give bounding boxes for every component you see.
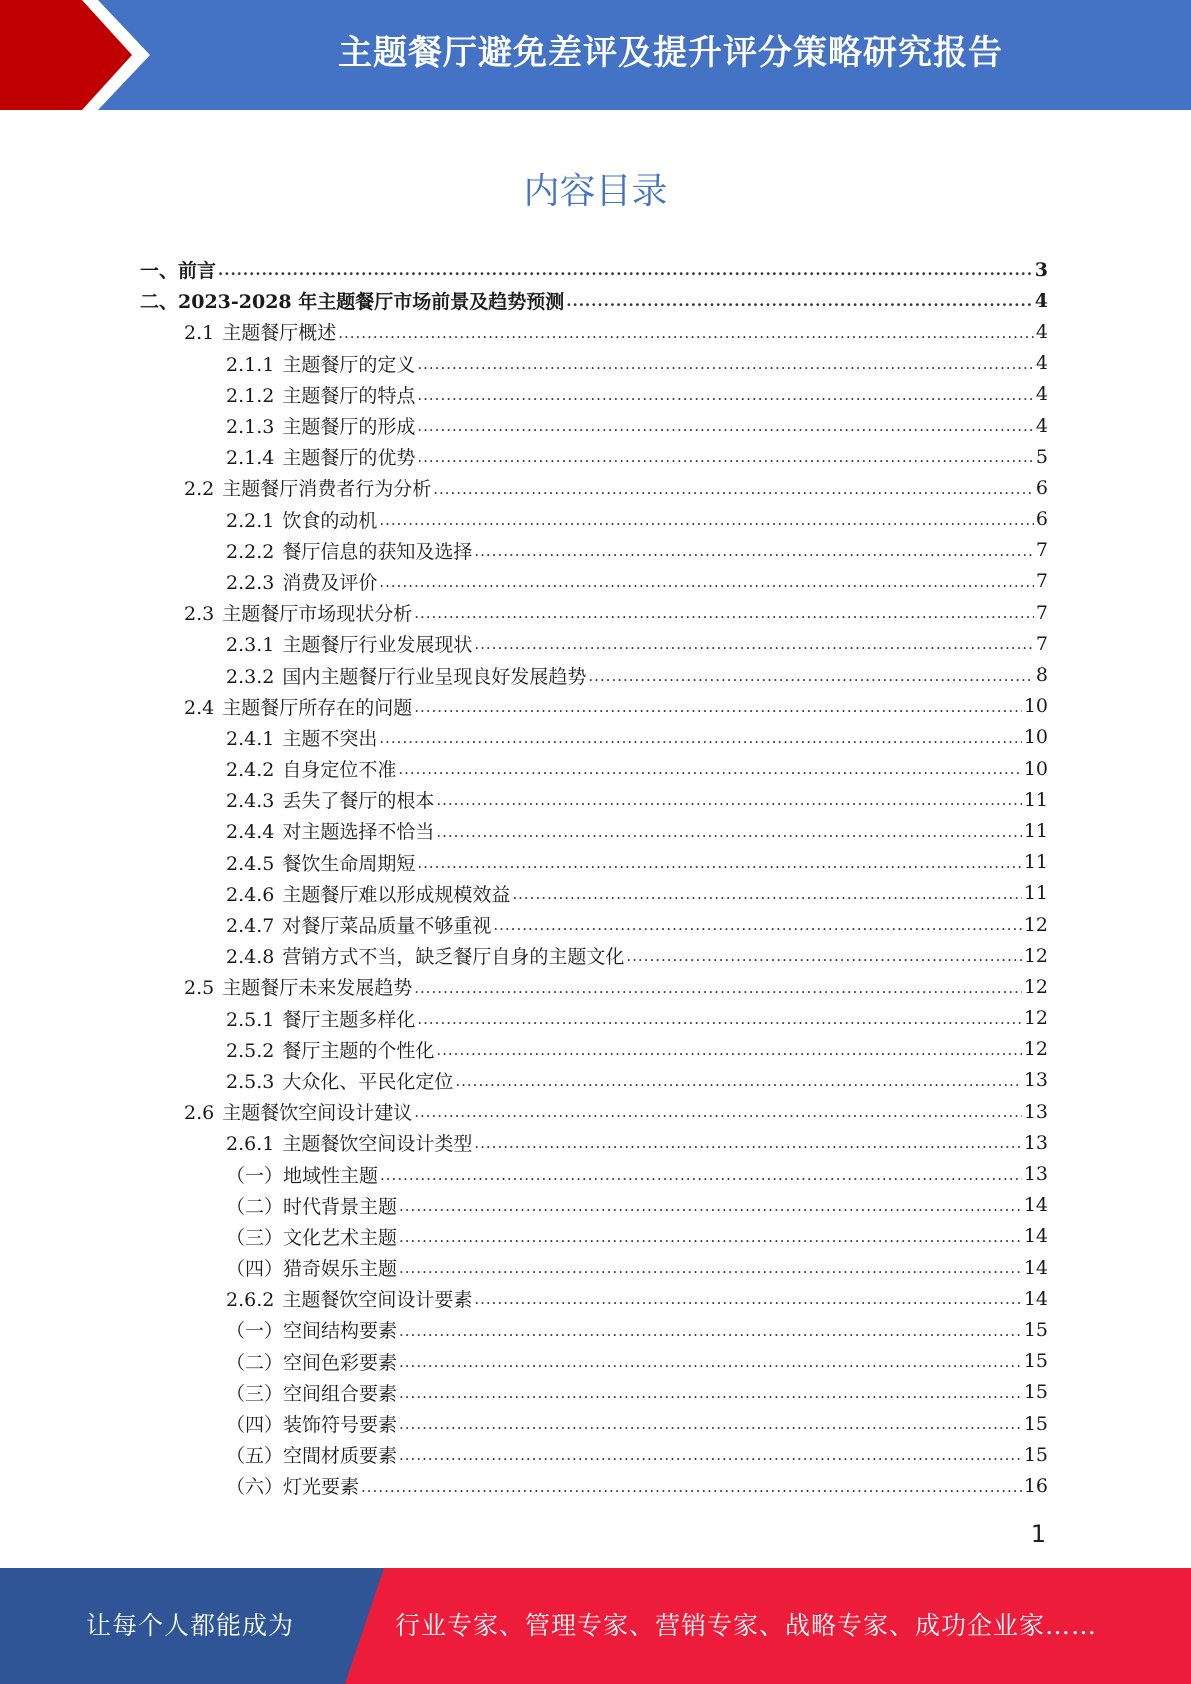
toc-dot-leader bbox=[474, 1290, 1021, 1314]
toc-dot-leader bbox=[379, 511, 1034, 535]
toc-entry-page: 16 bbox=[1023, 1474, 1048, 1497]
toc-entry-page: 15 bbox=[1023, 1350, 1048, 1373]
toc-entry-page: 14 bbox=[1023, 1256, 1048, 1279]
toc-entry-text: 主题餐厅市场现状分析 bbox=[222, 603, 413, 626]
toc-entry-label bbox=[226, 412, 415, 439]
toc-entry-text: （一）空间结构要素 bbox=[226, 1320, 398, 1343]
toc-entry-number: 2.4.4 bbox=[226, 821, 275, 844]
toc-entry-label bbox=[226, 1441, 397, 1468]
toc-dot-leader bbox=[493, 916, 1021, 940]
toc-entry-number: 2.4.5 bbox=[226, 852, 275, 875]
toc-dot-leader bbox=[414, 604, 1034, 628]
toc-entry[interactable] bbox=[140, 753, 1048, 784]
toc-entry-text: 主题餐厅消费者行为分析 bbox=[222, 478, 432, 501]
toc-entry-text: 对主题选择不恰当 bbox=[282, 821, 435, 844]
toc-dot-leader bbox=[436, 823, 1021, 847]
toc-entry-text: （四）装饰符号要素 bbox=[226, 1414, 398, 1437]
toc-entry-page: 6 bbox=[1035, 476, 1048, 499]
toc-entry-text: （四）猎奇娱乐主题 bbox=[226, 1258, 398, 1281]
toc-entry[interactable] bbox=[140, 878, 1048, 909]
toc-entry-label bbox=[226, 662, 586, 689]
toc-entry[interactable] bbox=[140, 659, 1048, 690]
toc-entry-text: 主题餐厅行业发展现状 bbox=[282, 634, 473, 657]
toc-dot-leader bbox=[417, 355, 1034, 379]
toc-entry-text: 对餐厅菜品质量不够重视 bbox=[282, 915, 492, 938]
toc-entry-number: 2.2.2 bbox=[226, 540, 275, 563]
toc-entry-text: 主题餐厅的特点 bbox=[282, 384, 416, 407]
toc-entry-number: 2.1.4 bbox=[226, 447, 275, 470]
toc-entry[interactable] bbox=[140, 1158, 1048, 1189]
toc-dot-leader bbox=[398, 760, 1021, 784]
toc-entry-number: 2.5.1 bbox=[226, 1008, 275, 1031]
toc-entry-text: 丢失了餐厅的根本 bbox=[282, 790, 435, 813]
toc-dot-leader bbox=[566, 292, 1033, 316]
toc-dot-leader bbox=[436, 1041, 1021, 1065]
toc-dot-leader bbox=[414, 1103, 1022, 1127]
toc-entry-page: 11 bbox=[1023, 851, 1048, 874]
toc-entry-number: 2.3 bbox=[184, 603, 215, 626]
toc-entry[interactable] bbox=[140, 285, 1048, 316]
toc-entry-text: 营销方式不当，缺乏餐厅自身的主题文化 bbox=[282, 946, 625, 969]
toc-entry-page: 7 bbox=[1035, 570, 1048, 593]
toc-entry-page: 14 bbox=[1023, 1287, 1048, 1310]
toc-entry[interactable] bbox=[140, 691, 1048, 722]
toc-entry-label bbox=[226, 755, 396, 782]
toc-entry-page: 13 bbox=[1023, 1163, 1048, 1186]
toc-entry-label bbox=[226, 568, 377, 595]
toc-entry-page: 3 bbox=[1034, 258, 1048, 281]
toc-entry-label bbox=[184, 1098, 412, 1125]
toc-entry-label bbox=[226, 880, 510, 907]
page-number: 1 bbox=[1030, 1520, 1046, 1548]
toc-entry-page: 6 bbox=[1035, 508, 1048, 531]
toc-entry-text: （五）空間材质要素 bbox=[226, 1445, 398, 1468]
toc-dot-leader bbox=[417, 448, 1034, 472]
toc-dot-leader bbox=[455, 1072, 1021, 1096]
toc-dot-leader bbox=[433, 480, 1034, 504]
toc-entry-page: 13 bbox=[1023, 1131, 1048, 1154]
toc-entry-number: 2.4.3 bbox=[226, 790, 275, 813]
toc-dot-leader bbox=[626, 947, 1021, 971]
toc-dot-leader bbox=[379, 729, 1021, 753]
toc-entry-number: 2.2.3 bbox=[226, 571, 275, 594]
toc-entry[interactable] bbox=[140, 1314, 1048, 1345]
toc-dot-leader bbox=[474, 542, 1034, 566]
footer-banner bbox=[0, 1568, 1191, 1684]
toc-dot-leader bbox=[399, 1384, 1022, 1408]
toc-entry-number: 2.2.1 bbox=[226, 509, 275, 532]
toc-entry-text: 餐厅信息的获知及选择 bbox=[282, 540, 473, 563]
toc-entry-page: 4 bbox=[1035, 414, 1048, 437]
toc-entry[interactable] bbox=[140, 1190, 1048, 1221]
toc-entry-text: 主题餐饮空间设计建议 bbox=[222, 1102, 413, 1125]
toc-entry[interactable] bbox=[140, 847, 1048, 878]
toc-entry-number: 2.4.1 bbox=[226, 727, 275, 750]
toc-entry-label bbox=[226, 537, 472, 564]
toc-entry[interactable] bbox=[140, 504, 1048, 535]
toc-entry[interactable] bbox=[140, 254, 1048, 285]
toc-entry-label bbox=[226, 381, 415, 408]
toc-entry-label bbox=[226, 942, 624, 969]
toc-entry[interactable] bbox=[140, 1252, 1048, 1283]
toc-entry-text: 主题餐厅的定义 bbox=[282, 353, 416, 376]
toc-entry[interactable] bbox=[140, 784, 1048, 815]
toc-dot-leader bbox=[417, 854, 1021, 878]
toc-entry-page: 7 bbox=[1035, 601, 1048, 624]
toc-entry-label bbox=[184, 599, 412, 626]
toc-entry-label bbox=[226, 1067, 453, 1094]
toc-entry[interactable] bbox=[140, 535, 1048, 566]
toc-entry-page: 4 bbox=[1035, 383, 1048, 406]
toc-entry[interactable] bbox=[140, 441, 1048, 472]
toc-entry-number: 2.1.1 bbox=[226, 353, 275, 376]
toc-dot-leader bbox=[399, 1322, 1022, 1346]
toc-entry-label bbox=[226, 1410, 397, 1437]
toc-entry-number: 2.1 bbox=[184, 322, 215, 345]
toc-entry-text: 国内主题餐厅行业呈现良好发展趋势 bbox=[282, 665, 587, 688]
toc-entry-page: 7 bbox=[1035, 539, 1048, 562]
toc-entry-number: 2.4.7 bbox=[226, 915, 275, 938]
toc-entry-label bbox=[184, 973, 412, 1000]
toc-entry-label bbox=[226, 443, 415, 470]
toc-entry-page: 15 bbox=[1023, 1443, 1048, 1466]
toc-dot-leader bbox=[436, 791, 1021, 815]
table-of-contents bbox=[140, 254, 1048, 1502]
toc-entry-label bbox=[226, 1161, 378, 1188]
toc-dot-leader bbox=[399, 1228, 1022, 1252]
toc-entry-label bbox=[226, 1472, 359, 1499]
toc-entry-text: 主题餐厅所存在的问题 bbox=[222, 696, 413, 719]
toc-entry-label bbox=[226, 849, 415, 876]
toc-entry-label bbox=[226, 724, 377, 751]
toc-entry-page: 13 bbox=[1023, 1069, 1048, 1092]
toc-entry-page: 15 bbox=[1023, 1318, 1048, 1341]
toc-entry-label bbox=[226, 1285, 472, 1312]
toc-entry-label bbox=[226, 911, 491, 938]
toc-entry[interactable] bbox=[140, 1439, 1048, 1470]
toc-entry-label bbox=[226, 506, 377, 533]
toc-entry-page: 14 bbox=[1023, 1194, 1048, 1217]
toc-entry-text: 主题餐饮空间设计类型 bbox=[282, 1133, 473, 1156]
toc-entry[interactable] bbox=[140, 566, 1048, 597]
toc-entry-label bbox=[226, 630, 472, 657]
toc-entry-text: （一）地域性主题 bbox=[226, 1164, 379, 1187]
toc-entry-text: 主题餐厅概述 bbox=[222, 322, 337, 345]
toc-entry-page: 11 bbox=[1023, 882, 1048, 905]
toc-entry-text: 主题不突出 bbox=[282, 727, 378, 750]
toc-entry-page: 10 bbox=[1023, 726, 1048, 749]
toc-entry[interactable] bbox=[140, 971, 1048, 1002]
toc-entry-text: 自身定位不准 bbox=[282, 759, 397, 782]
toc-entry-page: 5 bbox=[1035, 445, 1048, 468]
toc-entry-page: 12 bbox=[1023, 1038, 1048, 1061]
toc-entry[interactable] bbox=[140, 1408, 1048, 1439]
toc-entry-label bbox=[226, 350, 415, 377]
toc-entry-page: 15 bbox=[1023, 1412, 1048, 1435]
toc-dot-leader bbox=[379, 573, 1034, 597]
toc-entry-text: 大众化、平民化定位 bbox=[282, 1070, 454, 1093]
toc-entry-text: 主题餐厅的形成 bbox=[282, 416, 416, 439]
toc-entry-label bbox=[226, 786, 434, 813]
toc-entry-text: 一、前言 bbox=[140, 260, 217, 283]
toc-entry[interactable] bbox=[140, 316, 1048, 347]
toc-dot-leader bbox=[588, 667, 1034, 691]
toc-entry-number: 2.5.3 bbox=[226, 1070, 275, 1093]
toc-entry[interactable] bbox=[140, 909, 1048, 940]
toc-entry-text: 主题餐饮空间设计要素 bbox=[282, 1289, 473, 1312]
toc-dot-leader bbox=[338, 324, 1034, 348]
toc-entry-page: 10 bbox=[1023, 695, 1048, 718]
toc-entry-number: 2.1.2 bbox=[226, 384, 275, 407]
toc-entry-number: 2.6.2 bbox=[226, 1289, 275, 1312]
header-banner bbox=[0, 0, 1191, 110]
toc-entry-label bbox=[226, 1192, 397, 1219]
toc-entry-page: 11 bbox=[1023, 788, 1048, 811]
toc-entry-page: 14 bbox=[1023, 1225, 1048, 1248]
toc-entry-label bbox=[226, 1005, 415, 1032]
report-title: 主题餐厅避免差评及提升评分策略研究报告 bbox=[338, 33, 1003, 73]
toc-entry-label bbox=[226, 1379, 397, 1406]
toc-entry-number: 2.4 bbox=[184, 696, 215, 719]
toc-entry[interactable] bbox=[140, 1127, 1048, 1158]
toc-entry-text: 主题餐厅难以形成规模效益 bbox=[282, 883, 511, 906]
toc-entry[interactable] bbox=[140, 410, 1048, 441]
toc-entry-label bbox=[140, 256, 216, 283]
footer-slogan-right: 行业专家、管理专家、营销专家、战略专家、成功企业家…… bbox=[395, 1611, 1098, 1640]
toc-dot-leader bbox=[512, 885, 1021, 909]
toc-entry-text: 主题餐厅的优势 bbox=[282, 447, 416, 470]
toc-entry-label bbox=[184, 693, 412, 720]
toc-entry[interactable] bbox=[140, 1065, 1048, 1096]
toc-entry-page: 4 bbox=[1035, 352, 1048, 375]
toc-entry[interactable] bbox=[140, 1346, 1048, 1377]
toc-entry-label bbox=[226, 1036, 434, 1063]
toc-dot-leader bbox=[399, 1259, 1022, 1283]
toc-entry-text: （二）空间色彩要素 bbox=[226, 1351, 398, 1374]
toc-dot-leader bbox=[417, 1010, 1021, 1034]
toc-entry-page: 15 bbox=[1023, 1381, 1048, 1404]
toc-entry-number: 2.4.6 bbox=[226, 883, 275, 906]
toc-entry-number: 2.3.1 bbox=[226, 634, 275, 657]
toc-dot-leader bbox=[399, 1415, 1022, 1439]
toc-entry-text: 餐厅主题的个性化 bbox=[282, 1039, 435, 1062]
toc-entry-label bbox=[226, 1348, 397, 1375]
toc-entry-page: 7 bbox=[1035, 632, 1048, 655]
toc-entry-label bbox=[226, 817, 434, 844]
toc-entry-number: 2.6 bbox=[184, 1102, 215, 1125]
toc-dot-leader bbox=[218, 261, 1033, 285]
toc-dot-leader bbox=[417, 417, 1034, 441]
toc-entry-page: 12 bbox=[1023, 944, 1048, 967]
toc-entry[interactable] bbox=[140, 1377, 1048, 1408]
toc-entry-text: 二、2023-2028 年主题餐厅市场前景及趋势预测 bbox=[140, 291, 565, 314]
toc-heading: 内容目录 bbox=[523, 171, 668, 212]
toc-entry-number: 2.4.8 bbox=[226, 946, 275, 969]
toc-entry-text: 主题餐厅未来发展趋势 bbox=[222, 977, 413, 1000]
toc-entry-number: 2.5.2 bbox=[226, 1039, 275, 1062]
toc-dot-leader bbox=[399, 1353, 1022, 1377]
toc-entry-page: 12 bbox=[1023, 1007, 1048, 1030]
toc-entry-label bbox=[140, 287, 564, 314]
toc-entry-page: 4 bbox=[1035, 320, 1048, 343]
toc-entry[interactable] bbox=[140, 628, 1048, 659]
toc-entry-number: 2.3.2 bbox=[226, 665, 275, 688]
toc-entry[interactable] bbox=[140, 722, 1048, 753]
toc-entry-text: 餐饮生命周期短 bbox=[282, 852, 416, 875]
toc-dot-leader bbox=[361, 1478, 1022, 1502]
toc-dot-leader bbox=[399, 1197, 1022, 1221]
toc-entry-number: 2.6.1 bbox=[226, 1133, 275, 1156]
toc-entry-page: 11 bbox=[1023, 819, 1048, 842]
toc-entry[interactable] bbox=[140, 1221, 1048, 1252]
toc-dot-leader bbox=[414, 698, 1022, 722]
toc-dot-leader bbox=[380, 1166, 1022, 1190]
toc-dot-leader bbox=[474, 635, 1034, 659]
toc-entry[interactable] bbox=[140, 348, 1048, 379]
toc-entry-text: （六）灯光要素 bbox=[226, 1476, 360, 1499]
toc-entry-number: 2.2 bbox=[184, 478, 215, 501]
toc-entry-page: 13 bbox=[1023, 1100, 1048, 1123]
toc-entry-text: 餐厅主题多样化 bbox=[282, 1008, 416, 1031]
toc-entry-label bbox=[226, 1129, 472, 1156]
toc-entry[interactable] bbox=[140, 815, 1048, 846]
toc-entry[interactable] bbox=[140, 1034, 1048, 1065]
toc-entry[interactable] bbox=[140, 379, 1048, 410]
toc-entry[interactable] bbox=[140, 1096, 1048, 1127]
toc-dot-leader bbox=[474, 1134, 1021, 1158]
toc-entry-label bbox=[226, 1316, 397, 1343]
footer-slogan-left: 让每个人都能成为 bbox=[85, 1611, 294, 1640]
toc-entry-text: （三）空间组合要素 bbox=[226, 1382, 398, 1405]
toc-dot-leader bbox=[414, 979, 1022, 1003]
toc-entry-text: 消费及评价 bbox=[282, 571, 378, 594]
toc-entry[interactable] bbox=[140, 940, 1048, 971]
toc-entry-number: 2.4.2 bbox=[226, 759, 275, 782]
header-red-arrow-shape bbox=[0, 0, 150, 110]
toc-entry-page: 12 bbox=[1023, 913, 1048, 936]
toc-entry-label bbox=[184, 474, 431, 501]
toc-entry-page: 12 bbox=[1023, 975, 1048, 998]
toc-entry[interactable] bbox=[140, 472, 1048, 503]
toc-dot-leader bbox=[417, 386, 1034, 410]
toc-entry-page: 10 bbox=[1023, 757, 1048, 780]
toc-entry[interactable] bbox=[140, 1283, 1048, 1314]
toc-entry-label bbox=[226, 1223, 397, 1250]
toc-entry[interactable] bbox=[140, 597, 1048, 628]
toc-entry-number: 2.5 bbox=[184, 977, 215, 1000]
toc-entry-text: 饮食的动机 bbox=[282, 509, 378, 532]
toc-entry[interactable] bbox=[140, 1470, 1048, 1501]
toc-entry-label bbox=[226, 1254, 397, 1281]
toc-entry-page: 4 bbox=[1034, 289, 1048, 312]
toc-entry-text: （三）文化艺术主题 bbox=[226, 1226, 398, 1249]
toc-entry-page: 8 bbox=[1035, 664, 1048, 687]
toc-dot-leader bbox=[399, 1446, 1022, 1470]
toc-entry-number: 2.1.3 bbox=[226, 416, 275, 439]
toc-entry-label bbox=[184, 318, 336, 345]
toc-entry-text: （二）时代背景主题 bbox=[226, 1195, 398, 1218]
toc-entry[interactable] bbox=[140, 1003, 1048, 1034]
